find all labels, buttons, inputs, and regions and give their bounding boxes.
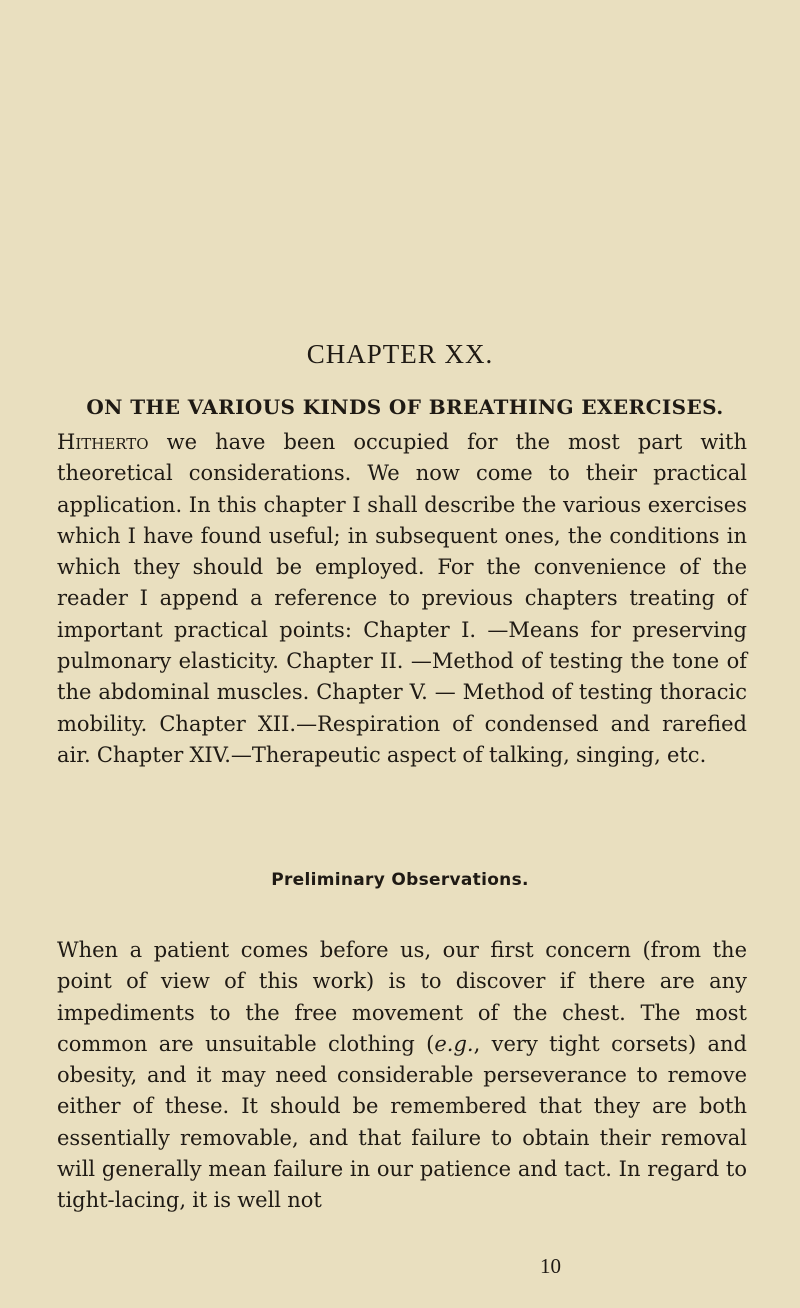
chapter-heading: CHAPTER XX.	[306, 339, 494, 369]
intro-paragraph	[57, 427, 747, 771]
intro-lead-word: Hitherto	[57, 430, 149, 454]
observations-text-end: , very tight corsets) and obesity, and it may need considerable perseverance to remove either of these. It should be remembered that they are both essentially removable, and that failure to obtain their removal will generally mean failure in our patience and tact. In regard to tight-lacing, it is well not	[57, 1031, 747, 1213]
observations-paragraph	[57, 935, 747, 1217]
section-heading: Preliminary Observations.	[271, 870, 529, 890]
observations-text-start: When a patient comes before us, our first concern (from the point of view of this work) is to discover if there are any impediments to the free movement of the chest. The most common are unsuitable clothing (	[57, 938, 747, 1056]
page-number: 10	[540, 1254, 561, 1278]
chapter-title: ON THE VARIOUS KINDS OF BREATHING EXERCISES.	[86, 395, 724, 419]
intro-text: we have been occupied for the most part with theoretical considerations. We now come to their practical application. In this chapter I shall describe the various exercises which I have found useful; in subsequent ones, the conditions in which they should be employed. For the convenience of the reader I append a reference to previous chapters treating of important practical points: Chapter I. —Means for preserving pulmonary elasticity. Chapter II. —Method of testing the tone of the abdominal muscles. Chapter V. — Method of testing thoracic mobility. Chapter XII.—Respiration of condensed and rarefied air. Chapter XIV.—Therapeutic aspect of talking, singing, etc.	[57, 430, 747, 767]
observations-eg: e.g.	[434, 1031, 474, 1056]
